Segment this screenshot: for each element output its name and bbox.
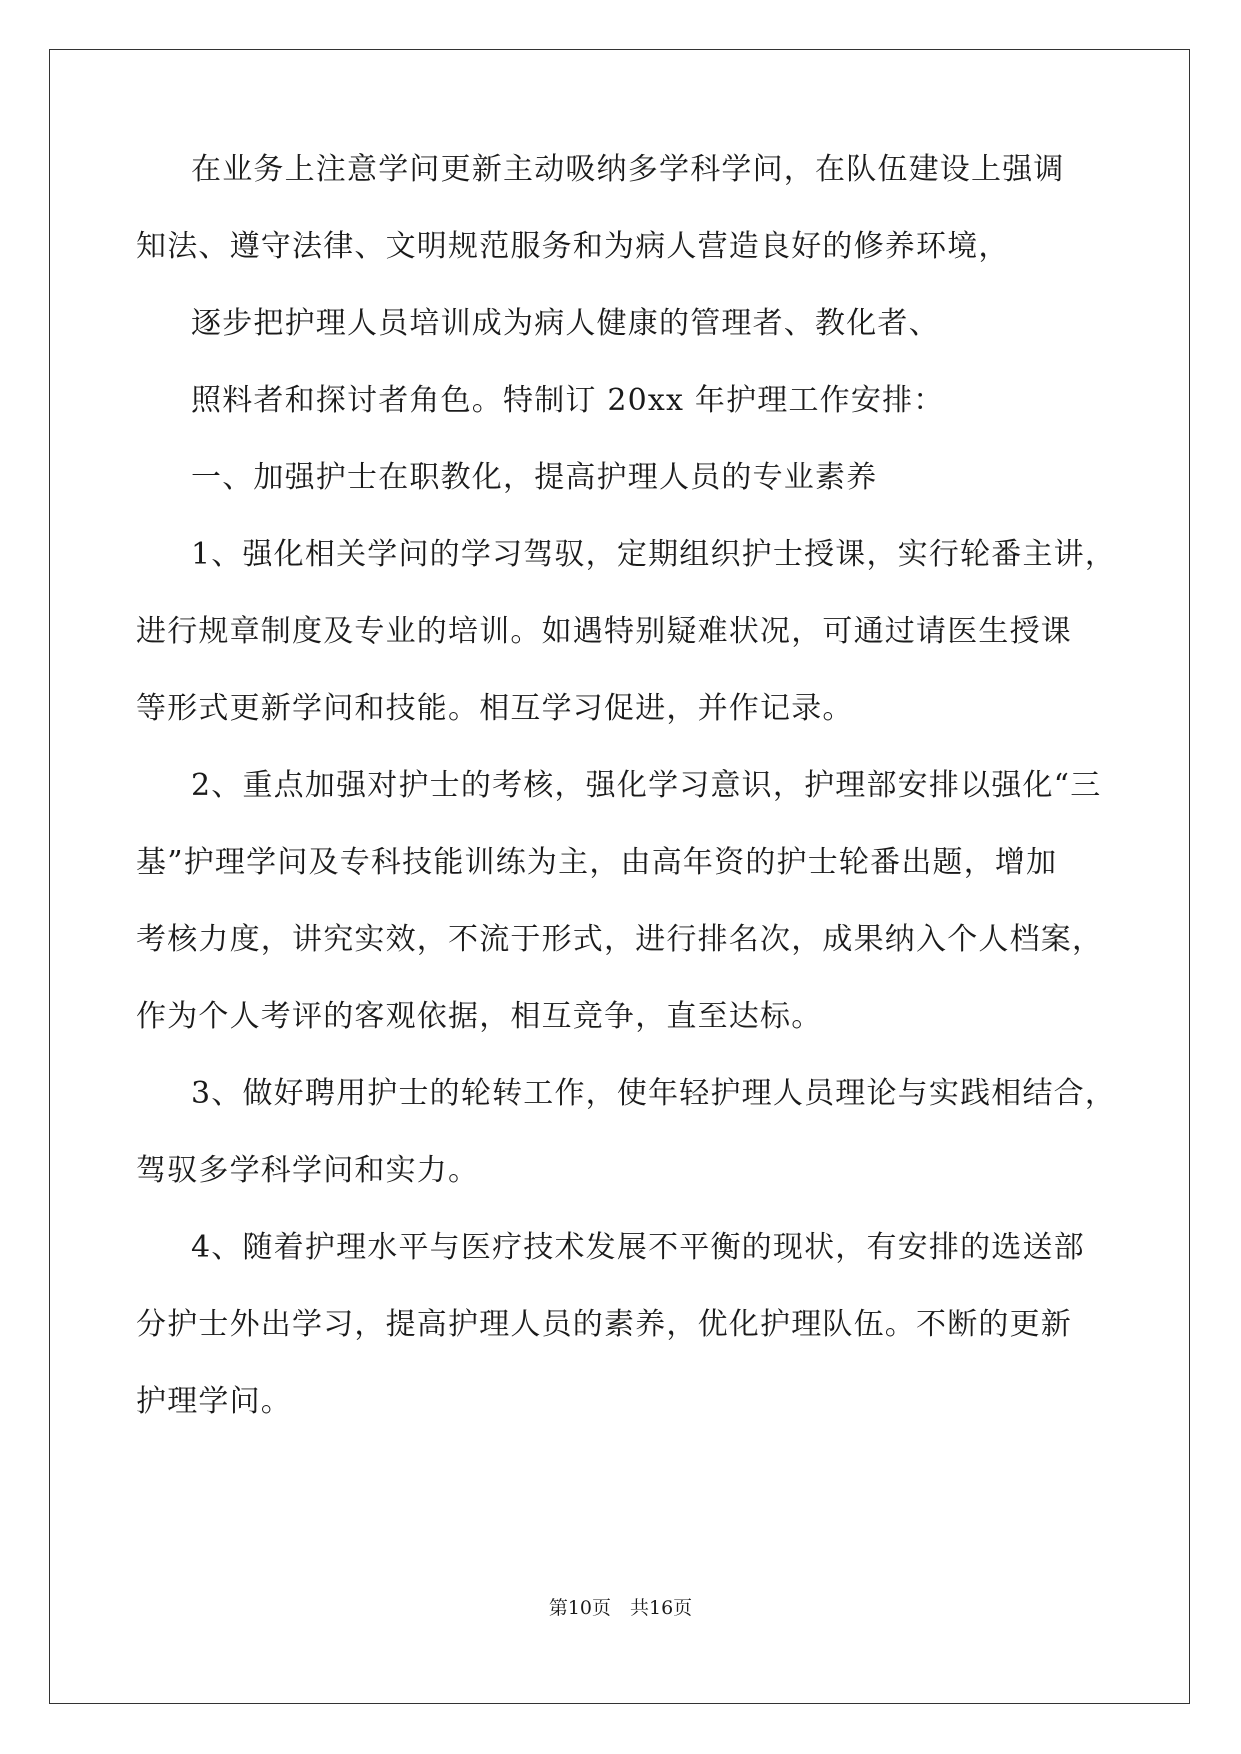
text-line: 作为个人考评的客观依据，相互竞争，直至达标。 <box>136 999 823 1034</box>
text-line: 进行规章制度及专业的培训。如遇特别疑难状况，可通过请医生授课 <box>136 614 1072 649</box>
text-line: 护理学问。 <box>136 1384 292 1419</box>
text-line: 知法、遵守法律、文明规范服务和为病人营造良好的修养环境， <box>136 229 1010 264</box>
text-line: 照料者和探讨者角色。特制订 20xx 年护理工作安排： <box>191 383 945 418</box>
text-line: 基”护理学问及专科技能训练为主，由高年资的护士轮番出题，增加 <box>136 845 1058 880</box>
text-line: 分护士外出学习，提高护理人员的素养，优化护理队伍。不断的更新 <box>136 1307 1072 1342</box>
text-line: 4、随着护理水平与医疗技术发展不平衡的现状，有安排的选送部 <box>191 1230 1085 1265</box>
text-line: 驾驭多学科学问和实力。 <box>136 1153 480 1188</box>
section-heading: 一、加强护士在职教化，提高护理人员的专业素养 <box>191 460 878 495</box>
text-line: 考核力度，讲究实效，不流于形式，进行排名次，成果纳入个人档案， <box>136 922 1104 957</box>
page-number-footer: 第10页 共16页 <box>548 1597 693 1619</box>
text-line: 3、做好聘用护士的轮转工作，使年轻护理人员理论与实践相结合， <box>191 1076 1117 1111</box>
text-line: 逐步把护理人员培训成为病人健康的管理者、教化者、 <box>191 306 940 341</box>
text-line: 2、重点加强对护士的考核，强化学习意识，护理部安排以强化“三 <box>191 768 1102 803</box>
text-line: 等形式更新学问和技能。相互学习促进，并作记录。 <box>136 691 854 726</box>
text-line: 在业务上注意学问更新主动吸纳多学科学问，在队伍建设上强调 <box>191 152 1065 187</box>
text-line: 1、强化相关学问的学习驾驭，定期组织护士授课，实行轮番主讲， <box>191 537 1117 572</box>
